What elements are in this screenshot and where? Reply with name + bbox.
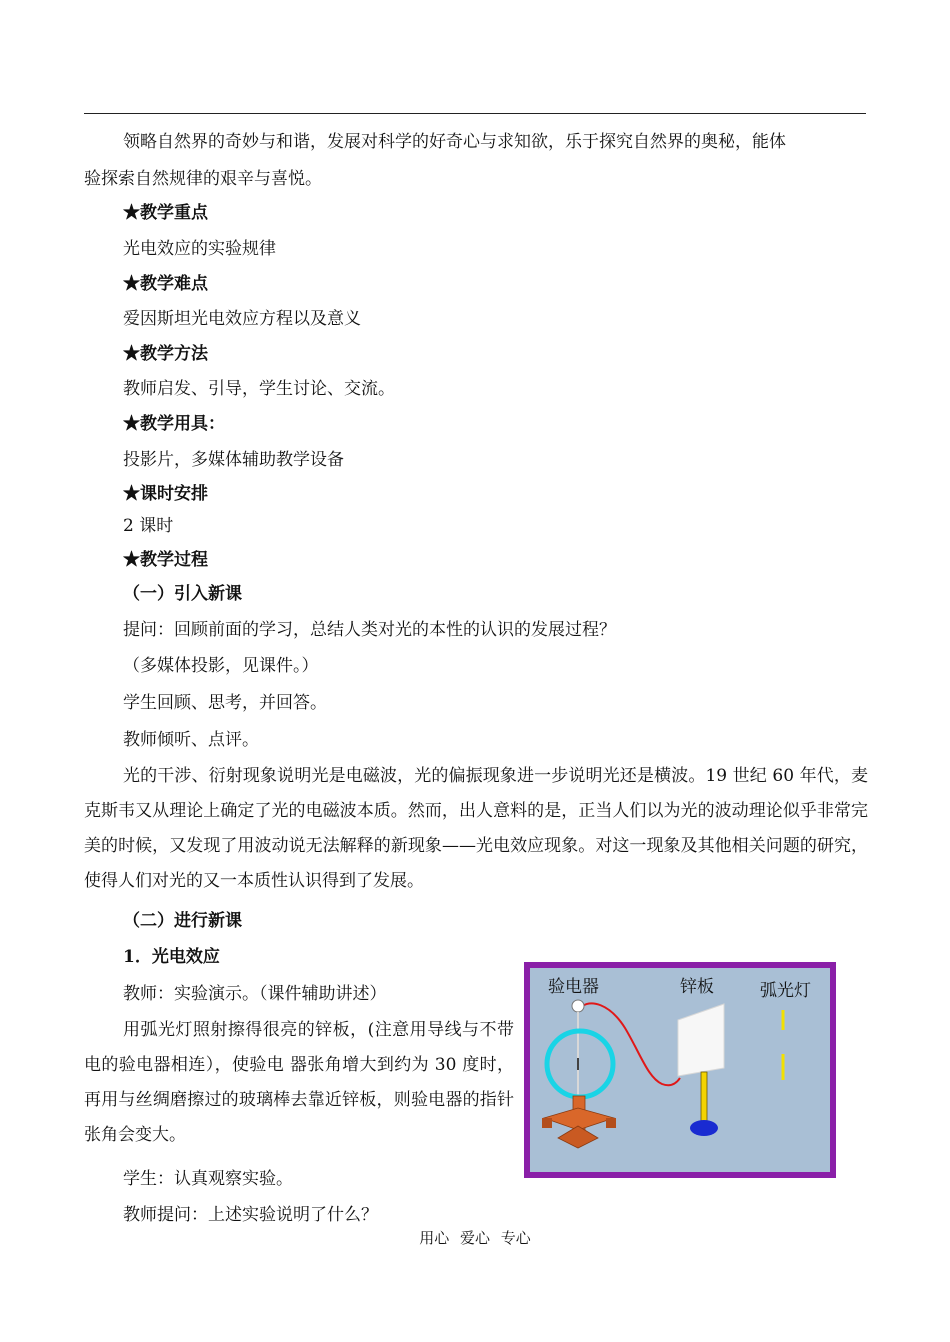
figure-label-electroscope: 验电器 — [548, 977, 599, 997]
header-rule — [84, 113, 866, 114]
heading-difficulties: ★教学难点 — [123, 274, 208, 294]
paragraph-students-review: 学生回顾、思考，并回答。 — [123, 693, 327, 713]
heading-process: ★教学过程 — [123, 550, 208, 570]
zinc-plate-base — [690, 1120, 718, 1136]
paragraph-experiment: 用弧光灯照射擦得很亮的锌板，(注意用导线与不带电的验电器相连），使验电 器张角增大到约为 30 度时，再用与丝绸磨擦过的玻璃棒去靠近锌板，则验电器的指针张角会变大。 — [84, 1020, 514, 1145]
paragraph-goal-line2: 验探索自然规律的艰辛与喜悦。 — [84, 169, 322, 189]
heading-tools: ★教学用具： — [123, 414, 225, 434]
zinc-plate-stand — [701, 1072, 707, 1124]
figure-label-zinc-plate: 锌板 — [680, 977, 714, 997]
experiment-illustration — [530, 968, 830, 1172]
electroscope-knob — [572, 1000, 584, 1012]
heading-new-lesson: （二）进行新课 — [123, 911, 242, 931]
paragraph-teacher-comment: 教师倾听、点评。 — [123, 730, 259, 750]
paragraph-teacher-question: 教师提问：上述实验说明了什么？ — [123, 1205, 378, 1225]
paragraph-key-points: 光电效应的实验规律 — [123, 239, 276, 259]
experiment-figure — [524, 962, 836, 1178]
paragraph-methods: 教师启发、引导，学生讨论、交流。 — [123, 379, 395, 399]
connecting-wire — [580, 1003, 680, 1085]
paragraph-difficulties: 爱因斯坦光电效应方程以及意义 — [123, 309, 361, 329]
paragraph-multimedia: （多媒体投影，见课件。） — [123, 656, 319, 676]
paragraph-tools: 投影片，多媒体辅助教学设备 — [123, 450, 344, 470]
heading-schedule: ★课时安排 — [123, 484, 208, 504]
heading-introduction: （一）引入新课 — [123, 584, 242, 604]
paragraph-goal-line1: 领略自然界的奇妙与和谐，发展对科学的好奇心与求知欲，乐于探究自然界的奥秘，能体 — [123, 132, 786, 152]
paragraph-light-nature: 光的干涉、衍射现象说明光是电磁波，光的偏振现象进一步说明光还是横波。19 世纪 60 年代，麦克斯韦又从理论上确定了光的电磁波本质。然而，出人意料的是，正当人们以为光的波动理论似乎非常完美的时候，又发现了用波动说无法解释的新现象——光电效应现象。对这一现象及其他相关问题的研究，使得人们对光的又一本质性认识得到了发展。 — [84, 766, 868, 891]
heading-methods: ★教学方法 — [123, 344, 208, 364]
paragraph-demo: 教师：实验演示。（课件辅助讲述） — [123, 984, 387, 1004]
page-footer: 用心 爱心 专心 — [419, 1229, 531, 1247]
heading-key-points: ★教学重点 — [123, 203, 208, 223]
figure-label-arc-lamp: 弧光灯 — [760, 981, 811, 1001]
heading-photoelectric: 1．光电效应 — [123, 947, 220, 967]
zinc-plate — [678, 1004, 724, 1076]
paragraph-observe: 学生：认真观察实验。 — [123, 1169, 293, 1189]
electroscope-base — [542, 1096, 616, 1148]
electroscope-ring — [547, 1031, 613, 1097]
paragraph-question: 提问：回顾前面的学习，总结人类对光的本性的认识的发展过程？ — [123, 620, 616, 640]
paragraph-schedule: 2 课时 — [123, 516, 174, 536]
